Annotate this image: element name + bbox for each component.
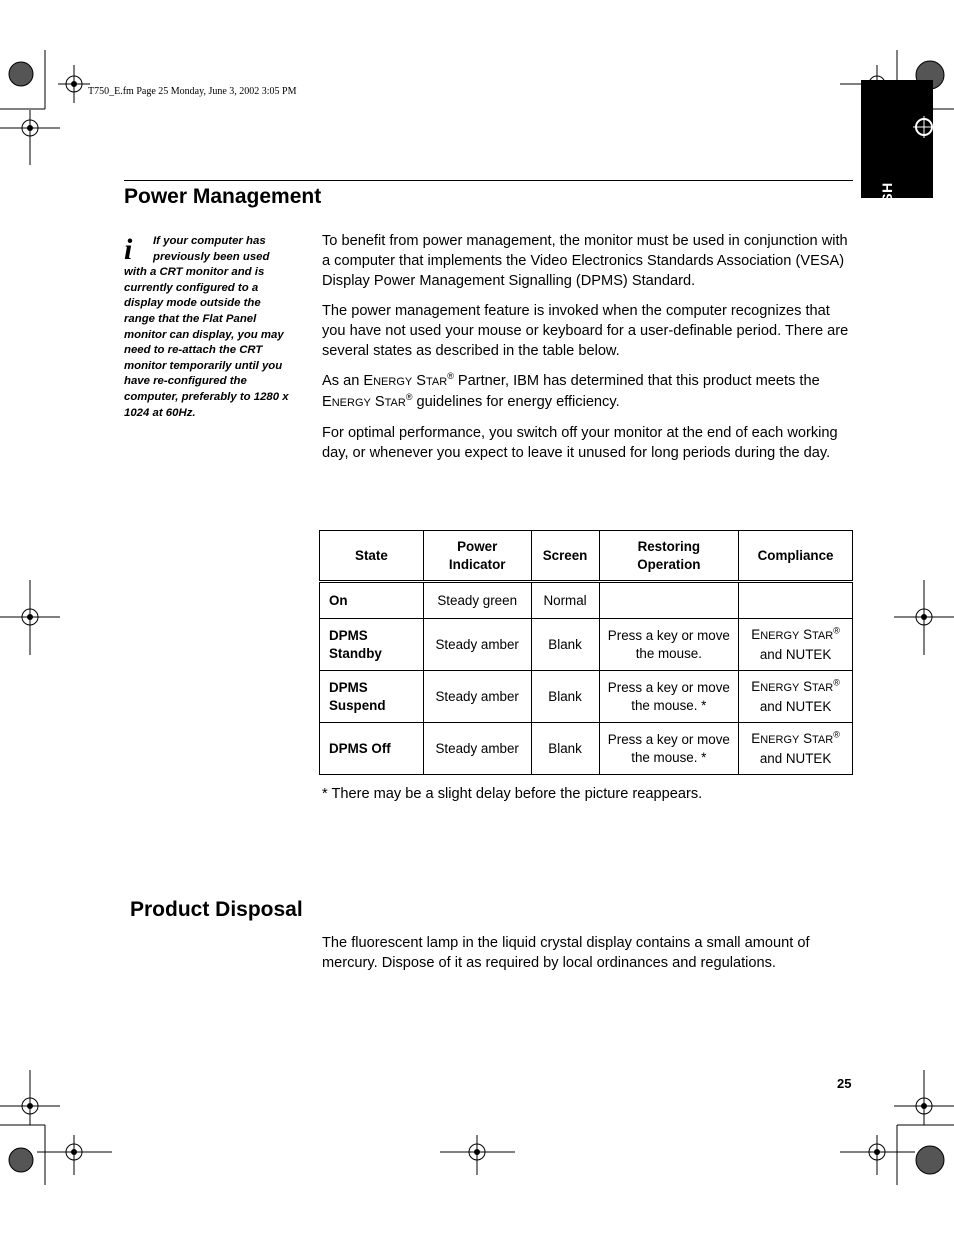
info-icon: i <box>124 233 133 266</box>
table-row <box>320 619 853 671</box>
cell-state: DPMS Off <box>320 723 424 775</box>
cell-screen: Blank <box>531 671 599 723</box>
cell-screen: Normal <box>531 582 599 619</box>
table-row <box>320 671 853 723</box>
paragraph: For optimal performance, you switch off your monitor at the end of each working day, or whenever you expect to leave it unused for long periods during the day. <box>322 425 838 461</box>
table-row <box>320 582 853 619</box>
cell-screen: Blank <box>531 723 599 775</box>
cell-screen: Blank <box>531 619 599 671</box>
cell-indicator: Steady green <box>423 582 531 619</box>
cell-restoring: Press a key or move the mouse. * <box>599 671 739 723</box>
table-row <box>320 723 853 775</box>
cell-compliance: ENERGY STAR® and NUTEK <box>739 671 853 723</box>
column-header-screen: Screen <box>531 531 599 582</box>
product-disposal-body <box>322 933 854 983</box>
cell-indicator: Steady amber <box>423 619 531 671</box>
language-tab-label: ENGLISH <box>879 182 895 248</box>
table-header-row <box>320 531 853 582</box>
paragraph-energy-star: As an ENERGY STAR® Partner, IBM has determined that this product meets the ENERGY STAR® guidelines for energy efficiency. <box>322 371 820 410</box>
column-header-compliance: Compliance <box>739 531 853 582</box>
column-header-state: State <box>320 531 424 582</box>
cell-state: On <box>320 582 424 619</box>
registration-crosshair-icon <box>913 116 935 138</box>
section-title-product-disposal: Product Disposal <box>130 898 303 921</box>
language-tab <box>861 80 933 248</box>
cell-restoring: Press a key or move the mouse. * <box>599 723 739 775</box>
cell-compliance: ENERGY STAR® and NUTEK <box>739 723 853 775</box>
column-header-restoring: Restoring Operation <box>599 531 739 582</box>
section-title-power-management: Power Management <box>124 185 322 208</box>
paragraph: To benefit from power management, the monitor must be used in conjunction with a computer that implements the Video Electronics Standards Association (VESA) Display Power Management Signalling (DPMS) Standard. <box>322 233 848 289</box>
cell-indicator: Steady amber <box>423 723 531 775</box>
print-header: T750_E.fm Page 25 Monday, June 3, 2002 3:05 PM <box>88 86 297 97</box>
side-note <box>124 234 294 421</box>
cell-compliance <box>739 582 853 619</box>
cell-indicator: Steady amber <box>423 671 531 723</box>
section-rule <box>124 180 853 181</box>
page-number: 25 <box>837 1076 852 1091</box>
table-footnote: * There may be a slight delay before the picture reappears. <box>322 786 703 802</box>
side-note-text: If your computer has previously been used with a CRT monitor and is currently configured to a display mode outside the range that the Flat Panel monitor can display, you may need to re-attach the CRT monitor temporarily until you have re-configured the computer, preferably to 1280 x 1024 at 60Hz. <box>124 235 289 419</box>
cell-restoring <box>599 582 739 619</box>
cell-state: DPMS Standby <box>320 619 424 671</box>
power-management-body <box>322 231 854 473</box>
paragraph: The fluorescent lamp in the liquid crystal display contains a small amount of mercury. Dispose of it as required by local ordinances and regulations. <box>322 935 810 971</box>
cell-state: DPMS Suspend <box>320 671 424 723</box>
paragraph: The power management feature is invoked when the computer recognizes that you have not used your mouse or keyboard for a user-definable period. There are several states as described in the table below. <box>322 303 849 359</box>
power-states-table <box>319 530 853 775</box>
cell-compliance: ENERGY STAR® and NUTEK <box>739 619 853 671</box>
cell-restoring: Press a key or move the mouse. <box>599 619 739 671</box>
column-header-power-indicator: Power Indicator <box>423 531 531 582</box>
